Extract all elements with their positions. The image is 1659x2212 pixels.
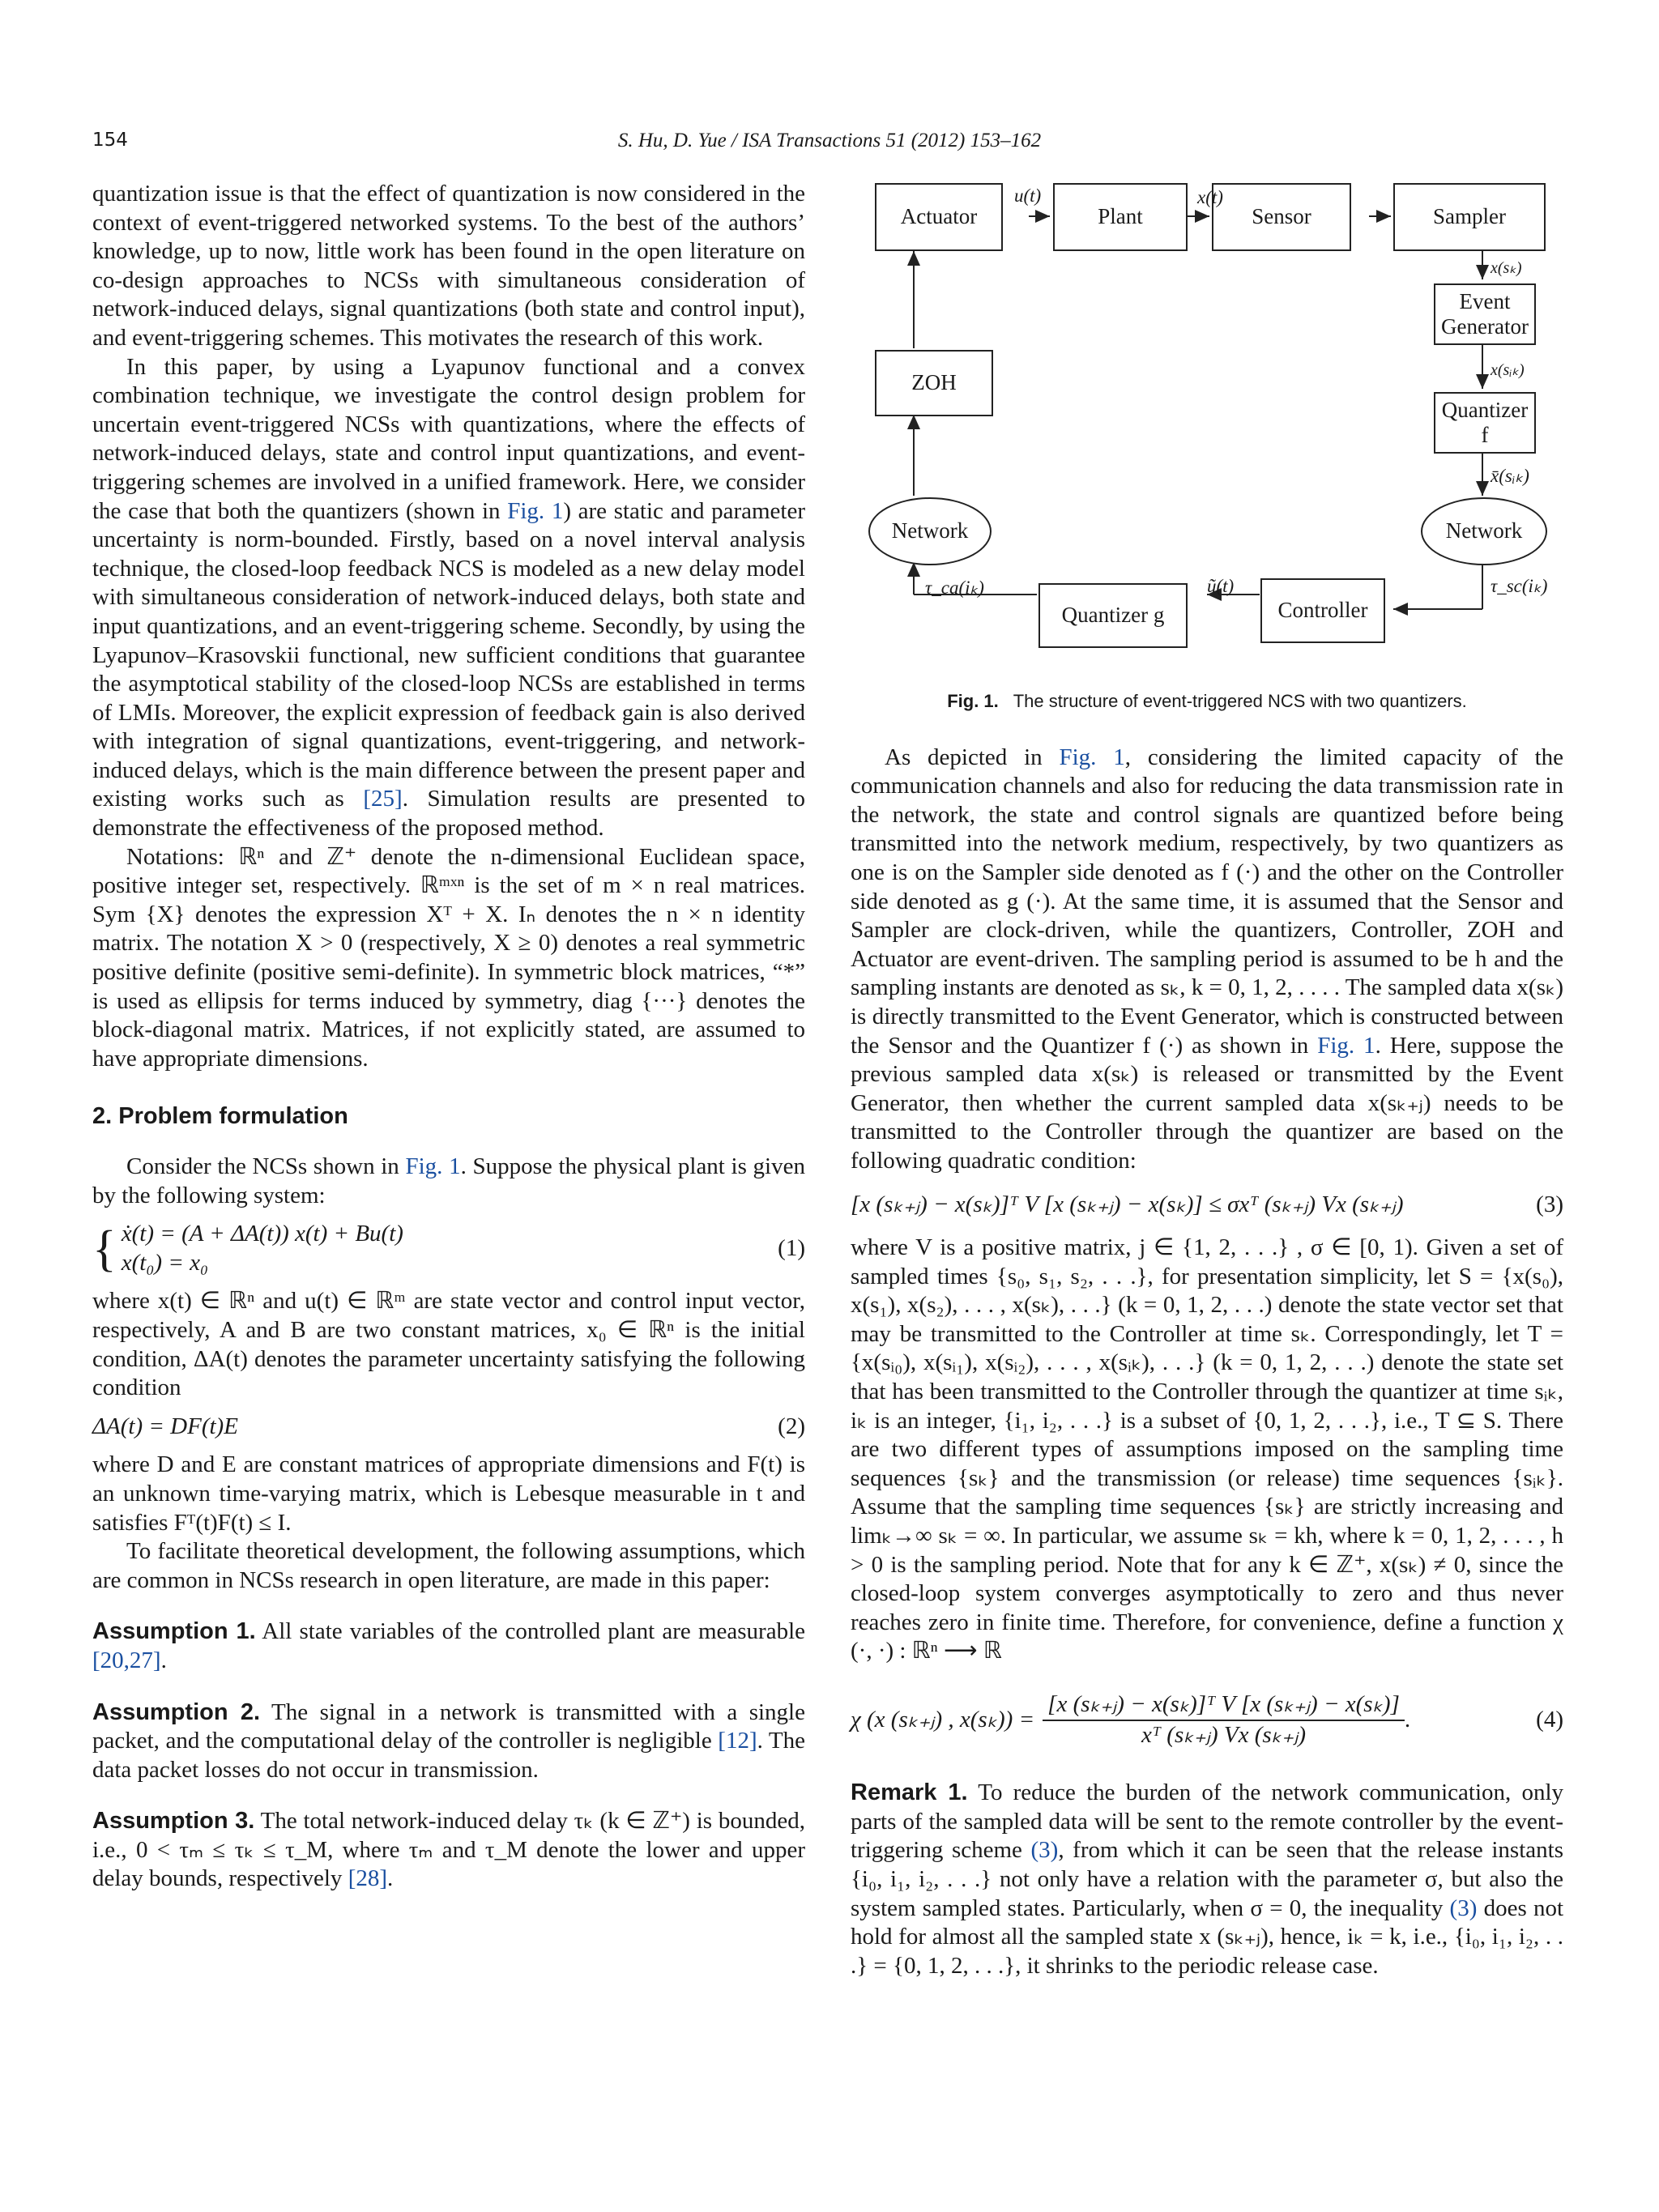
equation-1: { ẋ(t) = (A + ΔA(t)) x(t) + Bu(t) x(t₀) = x₀ (1): [92, 1221, 805, 1276]
eq3-link[interactable]: (3): [1449, 1894, 1478, 1921]
section-heading: 2. Problem formulation: [92, 1103, 348, 1130]
zoh-block: ZOH: [875, 350, 993, 416]
assumption-1: Assumption 1. All state variables of the controlled plant are measurable [20,27].: [92, 1618, 805, 1673]
ref12-link[interactable]: [12]: [718, 1728, 757, 1754]
network-left-node: Network: [868, 497, 992, 565]
equation-3: [x (sₖ₊ⱼ) − x(sₖ)]ᵀ V [x (sₖ₊ⱼ) − x(sₖ)] ≤ σxᵀ (sₖ₊ⱼ) Vx (sₖ₊ⱼ) (3): [851, 1191, 1563, 1217]
quantizer-g-block: Quantizer g: [1038, 583, 1188, 648]
set-definition-paragraph: where V is a positive matrix, j ∈ {1, 2, . . .} , σ ∈ [0, 1). Given a set of sampled times {s₀, s₁, s₂, . . .}, for presentation simplicity, let S = {x(s₀), x(s₁), x(s₂), . . . , x(sₖ), . . .} (k = 0, 1, 2, . . .) denote the state vector set that may be transmitted to the Controller at time sₖ. Correspondingly, let T = {x(sᵢ₀), x(sᵢ₁), x(sᵢ₂), . . . , x(sᵢₖ), . . .} (k = 0, 1, 2, . . .) denote the state set that has been transmitted to the Controller through the quantizer at time sᵢₖ, iₖ is an integer, {i₁, i₂, . . .} is a subset of {0, 1, 2, . . .}, i.e., T ⊆ S. There are two different types of assumptions imposed on the sampling time sequences {sₖ} and the transmission (or release) time sequences {sᵢₖ}. Assume that the sampling time sequences {sₖ} are strictly increasing and limₖ→∞ sₖ = ∞. In particular, we assume sₖ = kh, where k = 0, 1, 2, . . . , h > 0 is the sampling period. Note that for any k ∈ ℤ⁺, x(sₖ) ≠ 0, since the closed-loop system converges asymptotically to zero and thus never reaches zero in finite time. Therefore, for convenience, define a function χ (·, ·) : ℝⁿ ⟶ ℝ: [851, 1234, 1563, 1664]
equation-2: ΔA(t) = DF(t)E (2): [92, 1413, 805, 1439]
assumptions-intro: To facilitate theoretical development, the following assumptions, which are common in NCSs research in open literature, are made in this paper:: [92, 1538, 805, 1593]
ref28-link[interactable]: [28]: [348, 1865, 388, 1892]
quantizer-f-block: Quantizer f: [1434, 392, 1536, 454]
plant-block: Plant: [1053, 183, 1188, 251]
sampler-block: Sampler: [1393, 183, 1546, 251]
figure-caption: Fig. 1. The structure of event-triggered NCS with two quantizers.: [947, 691, 1467, 711]
actuator-block: Actuator: [875, 183, 1003, 251]
tau-ca-label: τ_ca(iₖ): [925, 578, 984, 598]
fig1-link[interactable]: Fig. 1: [1317, 1032, 1375, 1059]
remark-1: Remark 1. To reduce the burden of the network communication, only parts of the sampled data will be sent to the remote controller by the event-triggering scheme (3), from which it can be seen that the release instants {i₀, i₁, i₂, . . .} not only have a relation with the parameter σ, but also the system sampled states. Particularly, when σ = 0, the inequality (3) does not hold for almost all the sampled state x (sₖ₊ⱼ), hence, iₖ = k, i.e., {i₀, i₁, i₂, . . .} = {0, 1, 2, . . .}, it shrinks to the periodic release case.: [851, 1779, 1564, 1979]
x-sk-label: x(sₖ): [1491, 259, 1522, 277]
problem-paragraph: Consider the NCSs shown in Fig. 1. Suppose the physical plant is given by the following system:: [92, 1153, 805, 1208]
xbar-sik-label: x̄(sᵢₖ): [1491, 466, 1529, 486]
page-header: [0, 130, 1659, 159]
eq3-link[interactable]: (3): [1030, 1837, 1059, 1864]
equation-4-fraction: $\frac{\text{[x (sₖ₊ⱼ) − x(sₖ)]ᵀ V [x (sₖ₊ⱼ) − x(sₖ)]}}{\text{xᵀ (sₖ₊ⱼ) Vx (sₖ₊ⱼ)}}$: [1043, 1690, 1405, 1750]
uncertainty-description: where D and E are constant matrices of appropriate dimensions and F(t) is an unknown time-varying matrix, which is Lebesque measurable in t and satisfies Fᵀ(t)F(t) ≤ I.: [92, 1451, 805, 1536]
left-column: [92, 180, 805, 1894]
event-generator-block: Event Generator: [1434, 283, 1536, 345]
u-t-label: u(t): [1014, 185, 1042, 206]
intro-paragraph-continued: quantization issue is that the effect of quantization is now considered in the context of event-triggered networked systems. To the best of the authors’ knowledge, up to now, little work has been found in the open literature on co-design approaches to NCSs with simultaneous consideration of network-induced delays, signal quantizations (both state and control input), and event-triggering schemes. This motivates the research of this work.: [92, 181, 805, 351]
controller-block: Controller: [1260, 578, 1385, 643]
fig1-link[interactable]: Fig. 1: [405, 1153, 461, 1179]
fig1-link[interactable]: Fig. 1: [1059, 744, 1125, 770]
u-tilde-label: ũ(t): [1207, 576, 1235, 596]
sensor-block: Sensor: [1212, 183, 1351, 251]
depicted-paragraph: As depicted in Fig. 1, considering the limited capacity of the communication channels and also for reducing the data transmission rate in the network, the state and control signals are quantized before being transmitted into the network medium, respectively, by two quantizers as one is on the Sampler side denoted as f (·) and the other on the Controller side denoted as g (·). At the same time, it is assumed that the Sensor and Sampler are clock-driven, while the quantizers, Controller, ZOH and Actuator are event-driven. The sampling period is assumed to be h and the sampling instants are denoted as sₖ, k = 0, 1, 2, . . . . The sampled data x(sₖ) is directly transmitted to the Event Generator, which is constructed between the Sensor and the Quantizer f (·) as shown in Fig. 1. Here, suppose the previous sampled data x(sₖ) is released or transmitted by the Event Generator, then whether the current sampled data x(sₖ₊ⱼ) needs to be transmitted to the Controller through the quantizer are based on the following quadratic condition:: [851, 744, 1564, 1174]
assumption-2: Assumption 2. The signal in a network is transmitted with a single packet, and the computational delay of the controller is negligible [12]. The data packet losses do not occur in transmission.: [92, 1698, 805, 1783]
equation-4: χ (x (sₖ₊ⱼ) , x(sₖ)) = $\frac{\text{[x (sₖ₊ⱼ) − x(sₖ)]ᵀ V [x (sₖ₊ⱼ) − x(sₖ)]}}{\text{xᵀ (sₖ₊ⱼ) Vx (sₖ₊ⱼ)}}$ . (4): [851, 1690, 1563, 1750]
ref25-link[interactable]: [25]: [363, 786, 403, 812]
tau-sc-label: τ_sc(iₖ): [1491, 576, 1548, 596]
figure-1: [851, 180, 1563, 674]
contribution-paragraph: In this paper, by using a Lyapunov functional and a convex combination technique, we investigate the control design problem for uncertain event-triggered NCSs with quantizations, where the effects of network-induced delays, state and control input quantizations, and event-triggering schemes are involved in a unified framework. Here, we consider the case that both the quantizers (shown in Fig. 1) are static and parameter uncertainty is norm-bounded. Firstly, based on a novel interval analysis technique, the closed-loop feedback NCS is modeled as a new delay model with simultaneous consideration of network-induced delays, both state and input quantizations, and an event-triggering scheme. Secondly, by using the Lyapunov–Krasovskii functional, new sufficient conditions that guarantee the asymptotical stability of the closed-loop NCSs are established in terms of LMIs. Moreover, the explicit expression of feedback gain is also derived with integration of signal quantizations, event-triggering, and network-induced delays, which is the main difference between the present paper and existing works such as [25]. Simulation results are presented to demonstrate the effectiveness of the proposed method.: [92, 353, 806, 842]
ref20-27-link[interactable]: [20,27]: [92, 1647, 161, 1673]
state-description: where x(t) ∈ ℝⁿ and u(t) ∈ ℝᵐ are state vector and control input vector, respectively, A and B are two constant matrices, x₀ ∈ ℝⁿ is the initial condition, ΔA(t) denotes the parameter uncertainty satisfying the following condition: [92, 1288, 805, 1401]
assumption-3: Assumption 3. The total network-induced delay τₖ (k ∈ ℤ⁺) is bounded, i.e., 0 < τₘ ≤ τₖ ≤ τ_M, where τₘ and τ_M denote the lower and upper delay bounds, respectively [28].: [92, 1808, 805, 1892]
right-column: [851, 180, 1563, 1980]
network-right-node: Network: [1421, 497, 1547, 565]
notations-paragraph: Notations: ℝⁿ and ℤ⁺ denote the n-dimensional Euclidean space, positive integer set, respectively. ℝᵐˣⁿ is the set of m × n real matrices. Sym {X} denotes the expression Xᵀ + X. Iₙ denotes the n × n identity matrix. The notation X > 0 (respectively, X ≥ 0) denotes a real symmetric positive definite (positive semi-definite). In symmetric block matrices, “*” is used as ellipsis for terms induced by symmetry, diag {···} denotes the block-diagonal matrix. Matrices, if not explicitly stated, are assumed to have appropriate dimensions.: [92, 843, 805, 1072]
x-sik-label: x(sᵢₖ): [1491, 361, 1525, 379]
fig1-link[interactable]: Fig. 1: [507, 497, 564, 524]
x-t-label: x(t): [1197, 187, 1223, 207]
journal-citation: S. Hu, D. Yue / ISA Transactions 51 (2012) 153–162: [617, 130, 1042, 151]
page-number: 154: [92, 130, 128, 151]
